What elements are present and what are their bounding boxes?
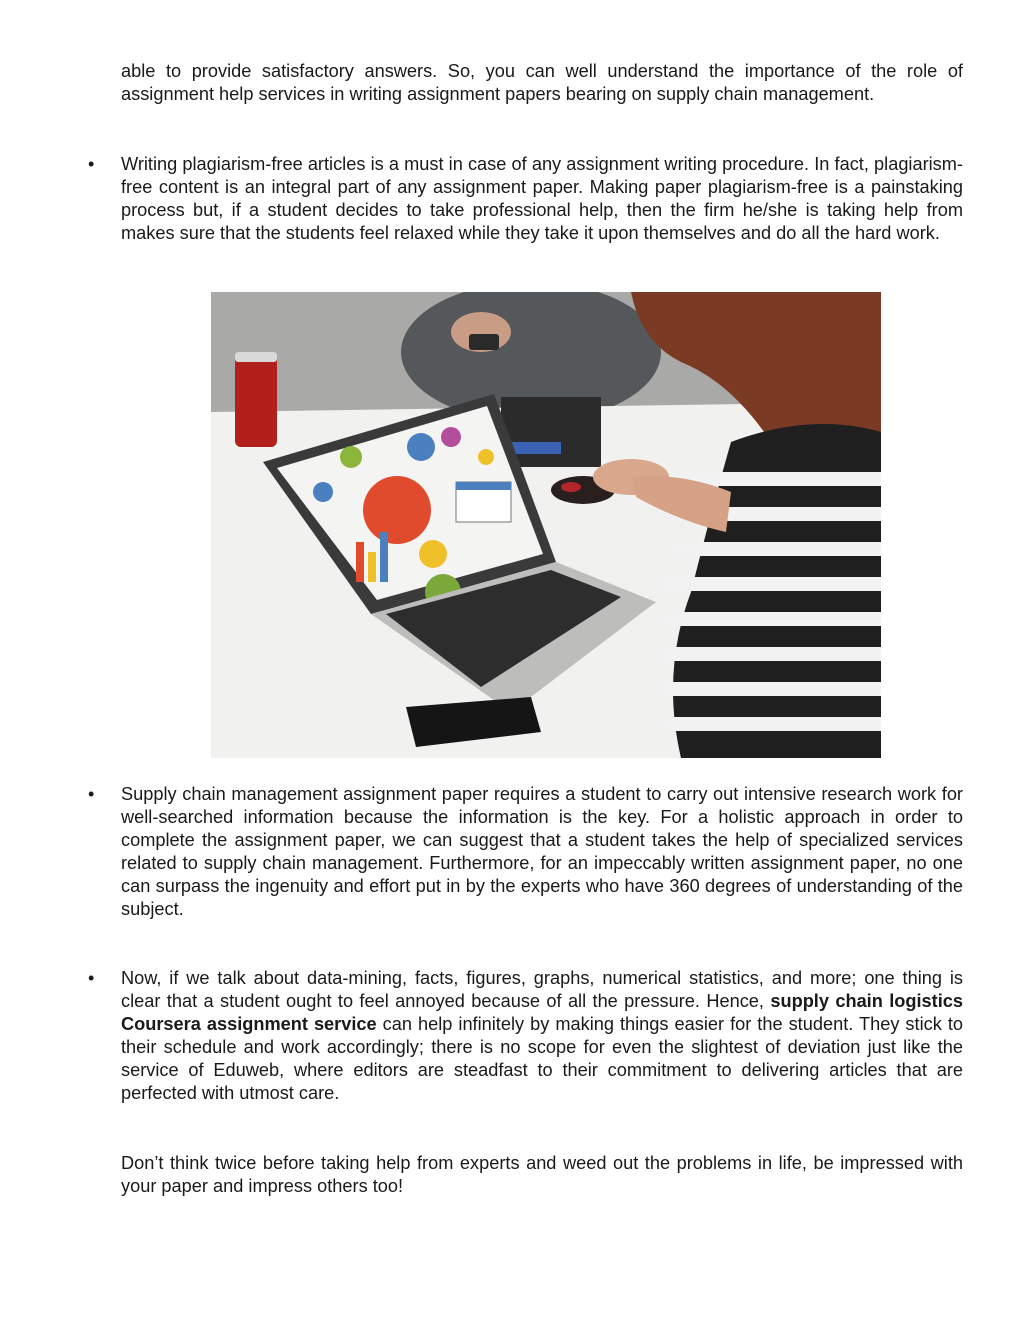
paragraph-intro-continuation: able to provide satisfactory answers. So, you can well understand the importance of the role of assignment help services in writing assignment papers bearing on supply chain management.: [121, 61, 963, 104]
bullet-marker: •: [88, 784, 95, 804]
paragraph-plagiarism: Writing plagiarism-free articles is a must in case of any assignment writing procedure. In fact, plagiarism-free content is an integral part of any assignment paper. Making paper plagiarism-free is a painstaking process but, if a student decides to take professional help, then the firm he/she is taking help from makes sure that the students feel relaxed while they take it upon themselves and do all the hard work.: [121, 154, 963, 243]
laptop-photo: [211, 292, 881, 758]
paragraph-data-mining: [121, 967, 963, 1105]
service-link-text: supply chain logistics Coursera assignment service: [121, 991, 963, 1034]
paragraph-text-end: can help infinitely by making things easier for the student. They stick to their schedule and work accordingly; there is no scope for even the slightest of deviation just like the service of Eduweb, where editors are steadfast to their commitment to delivering articles that are perfected with utmost care.: [121, 1014, 963, 1103]
paragraph-closing: Don’t think twice before taking help from experts and weed out the problems in life, be impressed with your paper and impress others too!: [121, 1153, 963, 1196]
paragraph-text-start: Now, if we talk about data-mining, facts, figures, graphs, numerical statistics, and more; one thing is clear that a student ought to feel annoyed because of all the pressure. Hence,: [121, 968, 963, 1011]
paragraph-research: Supply chain management assignment paper requires a student to carry out intensive research work for well-searched information because the information is the key. For a holistic approach in order to complete the assignment paper, we can suggest that a student takes the help of specialized services related to supply chain management. Furthermore, for an impeccably written assignment paper, no one can surpass the ingenuity and effort put in by the experts who have 360 degrees of understanding of the subject.: [121, 784, 963, 919]
bullet-marker: •: [88, 154, 95, 174]
laptop-scene-image: [211, 292, 881, 758]
bullet-marker: •: [88, 968, 95, 988]
